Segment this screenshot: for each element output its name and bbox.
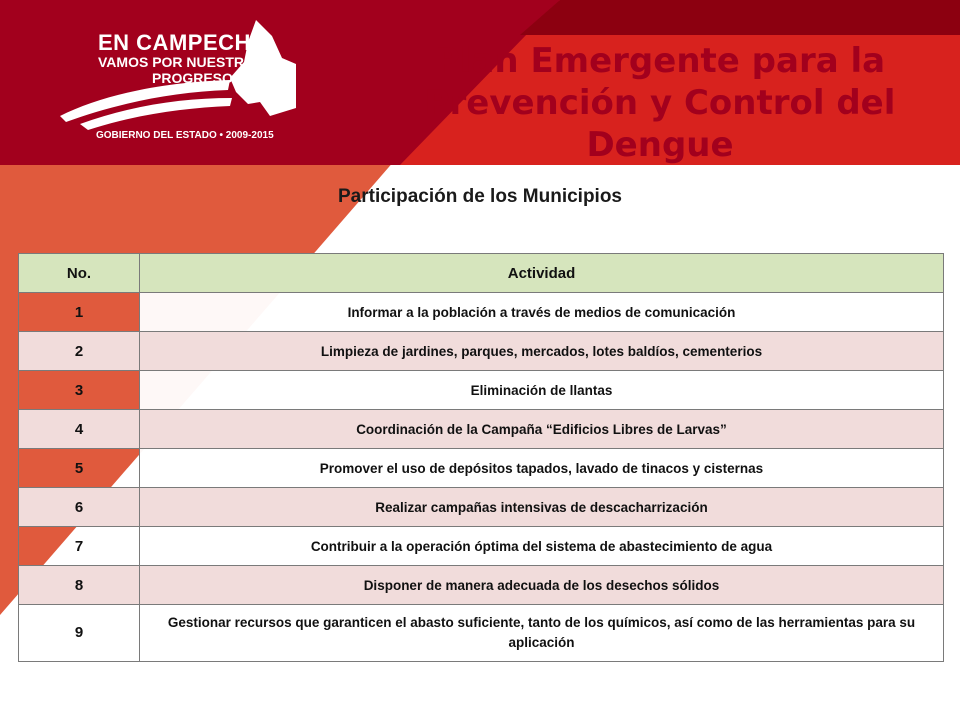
row-number: 9 [19,605,140,662]
row-activity: Realizar campañas intensivas de descacharrización [140,488,944,527]
page-title: Plan Emergente para la Prevención y Control del Dengue [424,41,896,165]
logo-line-2: VAMOS POR NUESTRO [98,54,255,70]
row-number: 2 [19,332,140,371]
logo-line-1: EN CAMPECHE [98,30,267,55]
row-activity: Informar a la población a través de medios de comunicación [140,293,944,332]
row-activity: Contribuir a la operación óptima del sistema de abastecimiento de agua [140,527,944,566]
row-activity: Promover el uso de depósitos tapados, lavado de tinacos y cisternas [140,449,944,488]
row-number: 4 [19,410,140,449]
table-row [19,488,944,527]
row-activity: Eliminación de llantas [140,371,944,410]
row-activity: Coordinación de la Campaña “Edificios Libres de Larvas” [140,410,944,449]
row-number: 1 [19,293,140,332]
table-row [19,293,944,332]
row-number: 5 [19,449,140,488]
logo-line-3: PROGRESO [152,70,233,86]
table-row [19,332,944,371]
row-number: 6 [19,488,140,527]
table-row [19,449,944,488]
campeche-logo [60,18,320,148]
table-row [19,371,944,410]
row-number: 8 [19,566,140,605]
table-row [19,566,944,605]
table-subtitle: Participación de los Municipios [338,186,622,207]
logo-footer: GOBIERNO DEL ESTADO • 2009-2015 [96,130,274,141]
row-activity: Disponer de manera adecuada de los desechos sólidos [140,566,944,605]
row-number: 3 [19,371,140,410]
table-row [19,410,944,449]
row-activity: Limpieza de jardines, parques, mercados, lotes baldíos, cementerios [140,332,944,371]
bg-band-deep-red [520,0,960,35]
row-number: 7 [19,527,140,566]
table-row [19,605,944,662]
header-number: No. [19,254,140,293]
header-activity: Actividad [140,254,944,293]
activities-table [18,253,944,662]
row-activity: Gestionar recursos que garanticen el abasto suficiente, tanto de los químicos, así como de las herramientas para su aplicación [140,605,944,662]
table-header-row [19,254,944,293]
table-row [19,527,944,566]
